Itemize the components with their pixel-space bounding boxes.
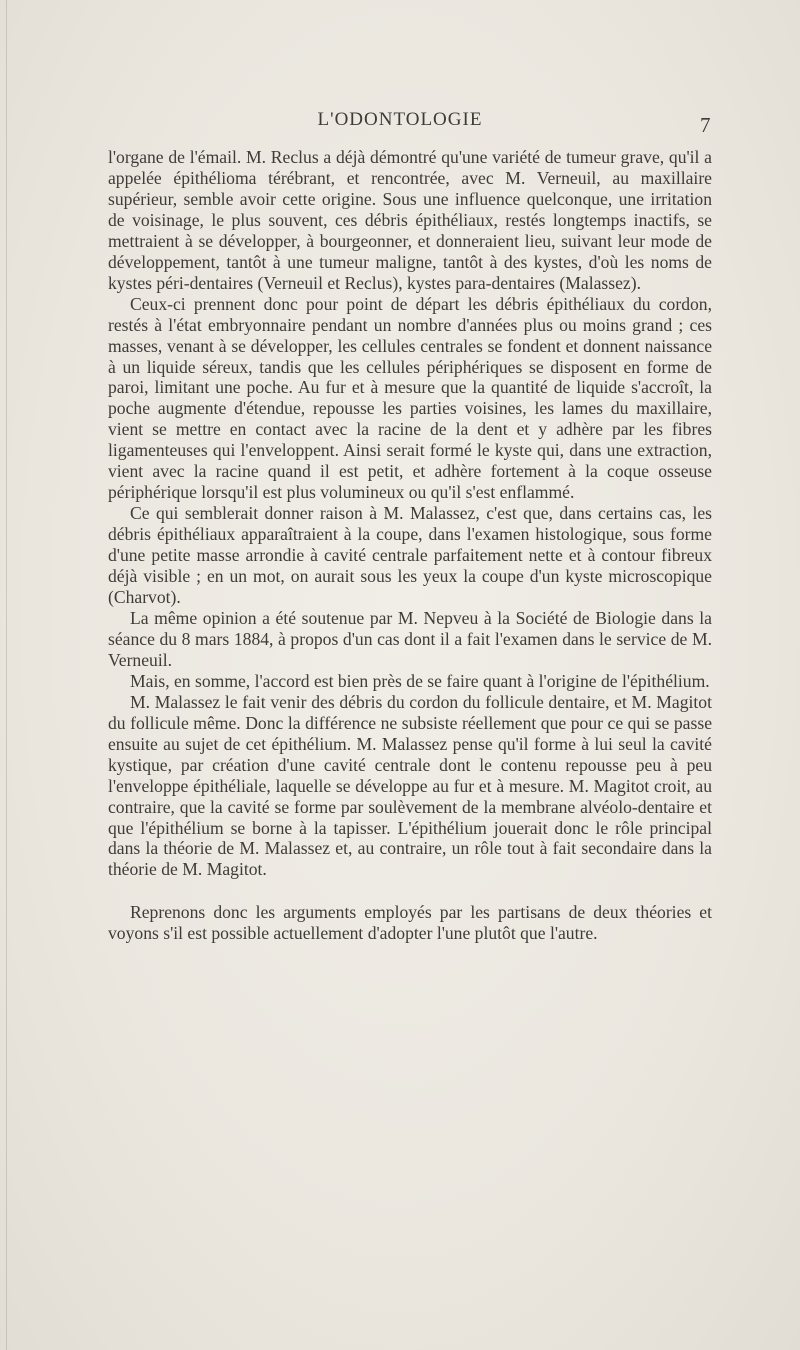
page-edge-shadow	[6, 0, 7, 1350]
page-number: 7	[700, 113, 711, 137]
paragraph: Ceux-ci prennent donc pour point de départ les débris épithéliaux du cordon, restés à l'état embryonnaire pendant un nombre d'années plus ou moins grand ; ces masses, venant à se développer, les cellules centrales se fondent et donnent naissance à un liquide séreux, tandis que les cellules périphériques se disposent en forme de paroi, limitant une poche. Au fur et à mesure que la quantité de liquide s'accroît, la poche augmente d'étendue, repousse les parties voisines, les lames du maxillaire, vient se mettre en contact avec la racine de la dent et y adhère par les fibres ligamenteuses qui l'enveloppent. Ainsi serait formé le kyste qui, dans une extraction, vient avec la racine quand il est petit, et adhère fortement à la coque osseuse périphérique lorsqu'il est plus volumineux ou qu'il s'est enflammé.	[108, 293, 712, 503]
paragraph: Reprenons donc les arguments employés par les partisans de deux théories et voyons s'il est possible actuellement d'adopter l'une plutôt que l'autre.	[108, 902, 712, 944]
running-title: L'ODONTOLOGIE	[317, 109, 483, 130]
paragraph: La même opinion a été soutenue par M. Nepveu à la Société de Biologie dans la séance du 8 mars 1884, à propos d'un cas dont il a fait l'examen dans le service de M. Verneuil.	[108, 607, 712, 670]
body-text	[108, 147, 712, 944]
paragraph: M. Malassez le fait venir des débris du cordon du follicule dentaire, et M. Magitot du follicule même. Donc la différence ne subsiste réellement que pour ce qui se passe ensuite au sujet de cet épithélium. M. Malassez pense qu'il forme à lui seul la cavité kystique, par création d'une cavité centrale dont le contenu repousse peu à peu l'enveloppe épithéliale, laquelle se développe au fur et à mesure. M. Magitot croit, au contraire, que la cavité se forme par soulèvement de la membrane alvéolo-dentaire et que l'épithélium se borne à la tapisser. L'épithélium jouerait donc le rôle principal dans la théorie de M. Malassez et, au contraire, un rôle tout à fait secondaire dans la théorie de M. Magitot.	[108, 691, 712, 880]
paragraph: Mais, en somme, l'accord est bien près de se faire quant à l'origine de l'épithélium.	[130, 670, 710, 691]
paragraph: l'organe de l'émail. M. Reclus a déjà démontré qu'une variété de tumeur grave, qu'il a appelée épithélioma térébrant, et rencontrée, avec M. Verneuil, au maxillaire supérieur, semble avoir cette origine. Sous une influence quelconque, une irritation de voisinage, le plus souvent, ces débris épithéliaux, restés longtemps inactifs, se mettraient à se développer, à bourgeonner, et donneraient lieu, suivant leur mode de développement, tantôt à une tumeur maligne, tantôt à des kystes, d'où les noms de kystes péri-dentaires (Verneuil et Reclus), kystes para-dentaires (Malassez).	[108, 147, 712, 293]
paragraph: Ce qui semblerait donner raison à M. Malassez, c'est que, dans certains cas, les débris épithéliaux apparaîtraient à la coupe, dans l'examen histologique, sous forme d'une petite masse arrondie à cavité centrale parfaitement nette et à contour fibreux déjà visible ; en un mot, on aurait sous les yeux la coupe d'un kyste microscopique (Charvot).	[108, 503, 712, 608]
running-head	[0, 109, 800, 137]
